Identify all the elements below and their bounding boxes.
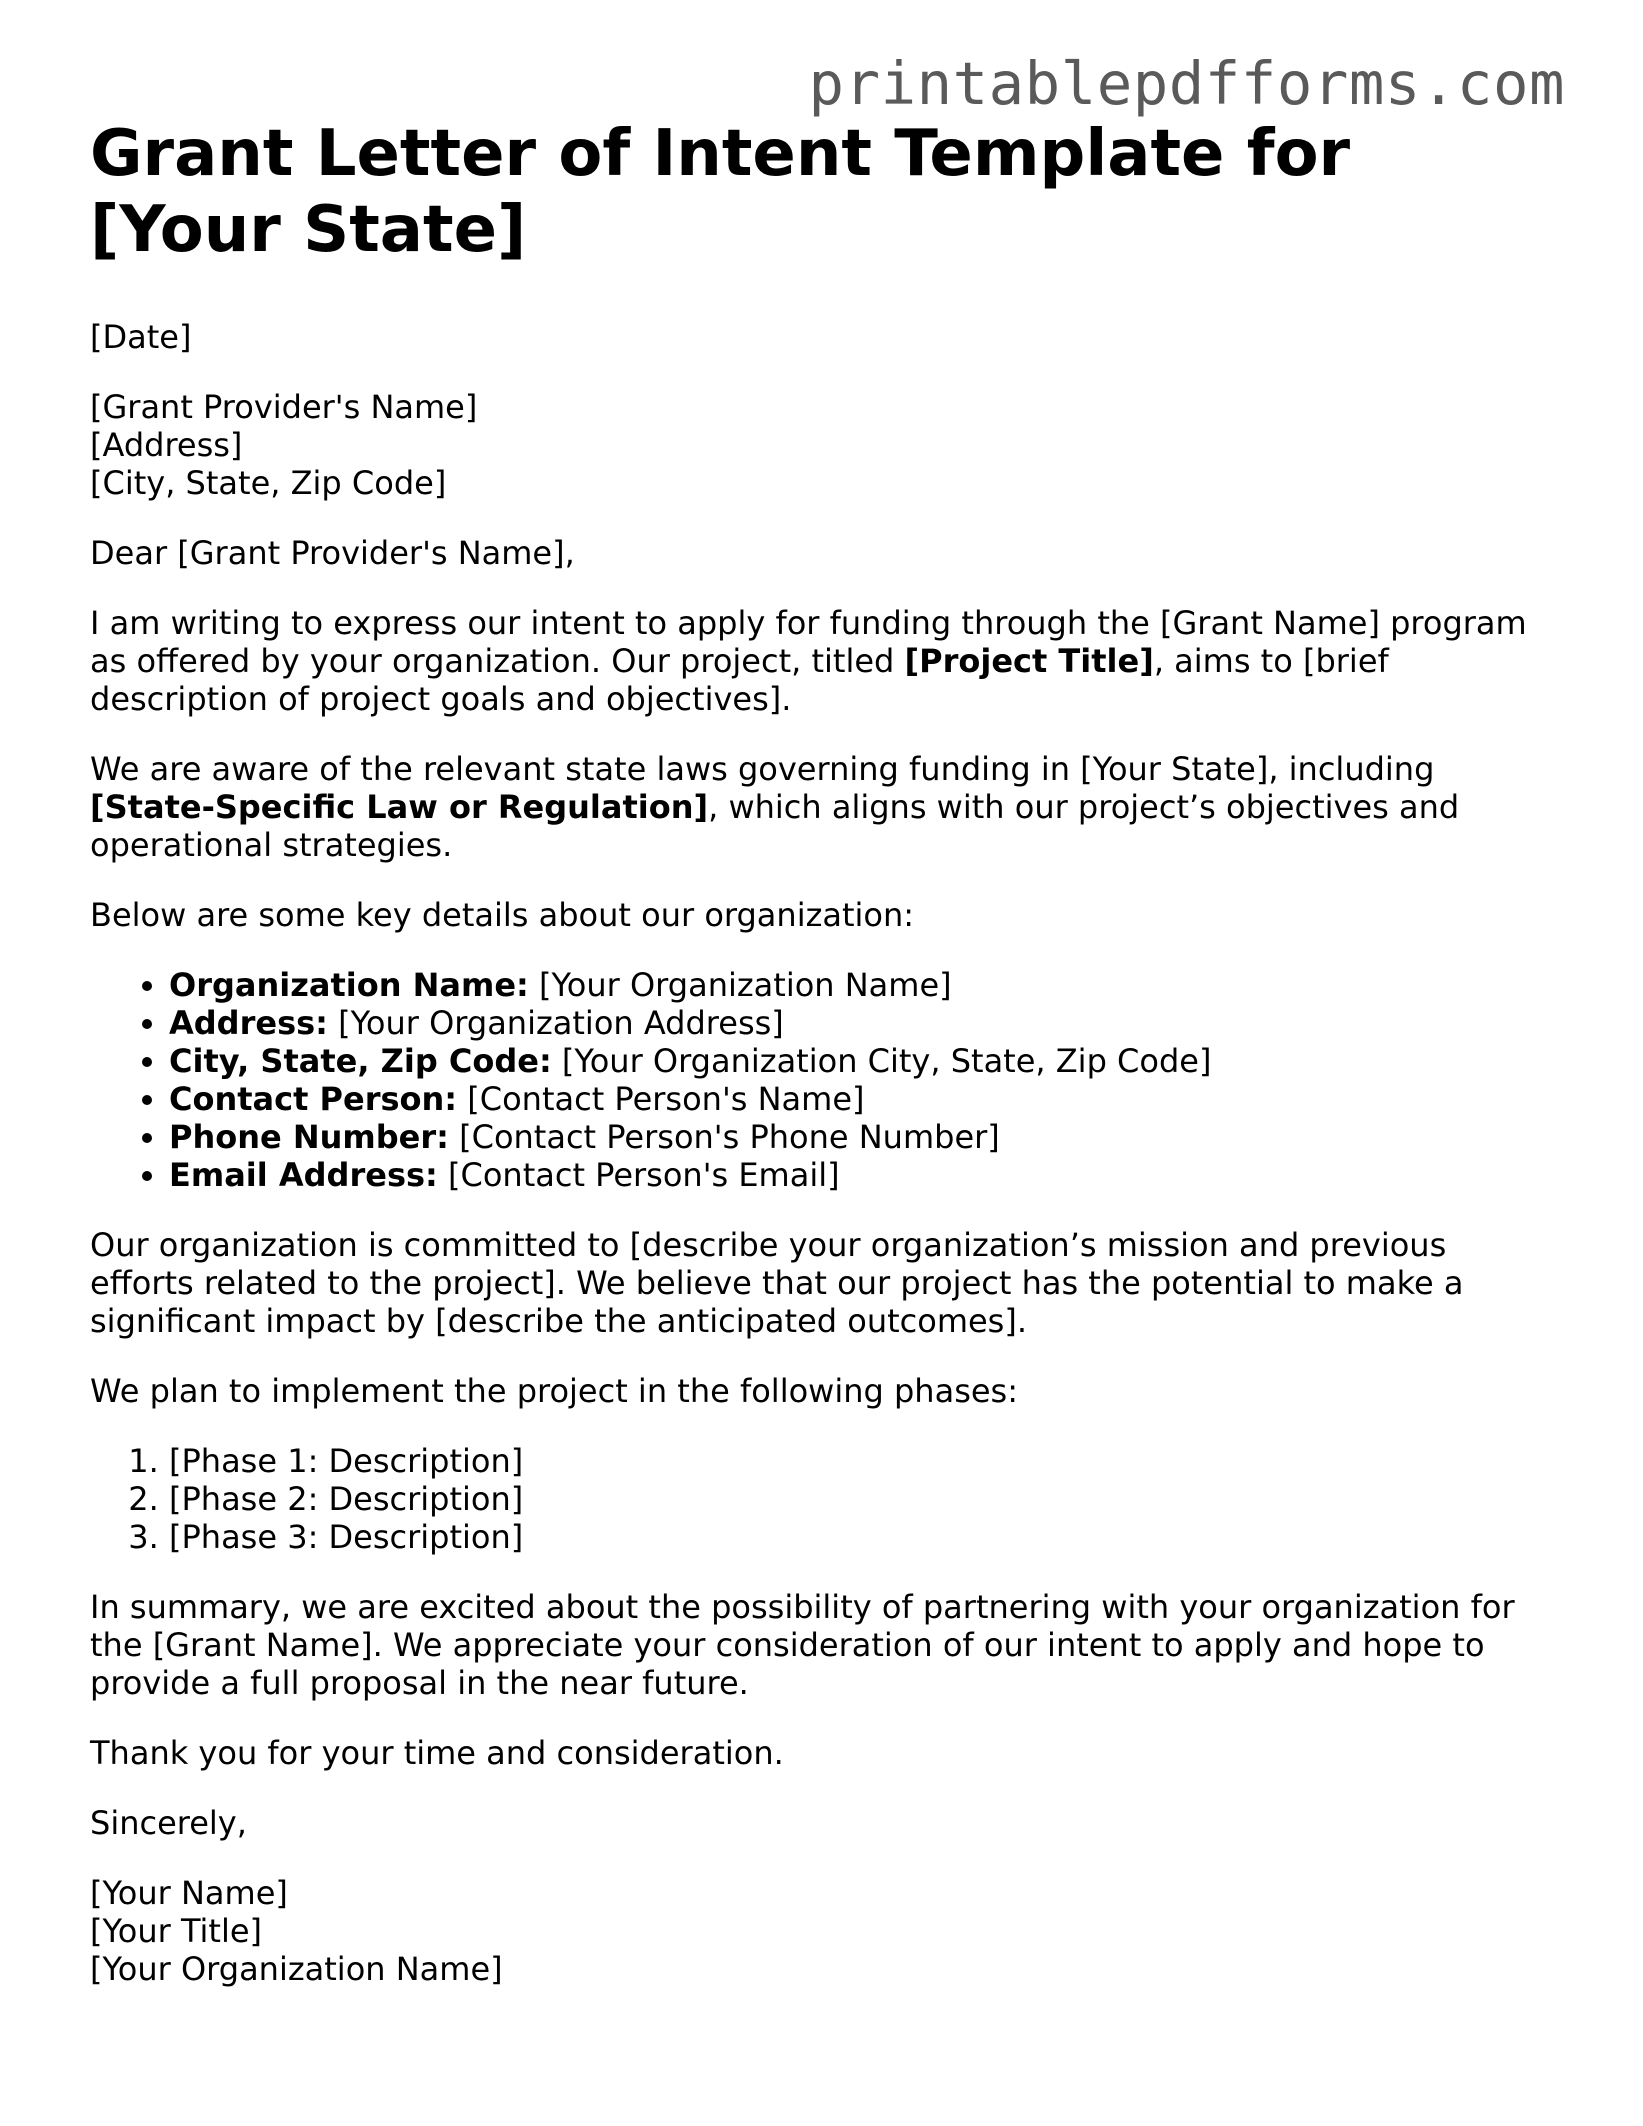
detail-label: Phone Number: (169, 1118, 449, 1156)
watermark-text: printablepdfforms.com (808, 49, 1565, 118)
detail-label: City, State, Zip Code: (169, 1042, 552, 1080)
detail-item (169, 1080, 1560, 1118)
document-title: Grant Letter of Intent Template for [Your State] (90, 117, 1351, 267)
laws-text-start: We are aware of the relevant state laws governing funding in [Your State], including (90, 750, 1435, 788)
phases-list (90, 1442, 1560, 1556)
summary-paragraph: In summary, we are excited about the possibility of partnering with your organization for the [Grant Name]. We appreciate your consideration of our intent to apply and hope to provide a full proposal in the near future. (90, 1588, 1515, 1702)
recipient-block (90, 388, 1560, 502)
phase-item: 1. [Phase 1: Description] (169, 1442, 1560, 1480)
signature-title: [Your Title] (90, 1912, 263, 1950)
closing-line: Sincerely, (90, 1804, 247, 1842)
detail-value: [Contact Person's Phone Number] (448, 1118, 1000, 1156)
detail-item (169, 1156, 1560, 1194)
phases-intro: We plan to implement the project in the following phases: (90, 1372, 1018, 1410)
letter-page (90, 116, 1560, 2020)
detail-value: [Your Organization Address] (327, 1004, 784, 1042)
thanks-line: Thank you for your time and consideration. (90, 1734, 784, 1772)
phase-item: 2. [Phase 2: Description] (169, 1480, 1560, 1518)
detail-item (169, 1004, 1560, 1042)
organization-details-list (90, 966, 1560, 1194)
detail-label: Email Address: (169, 1156, 438, 1194)
detail-value: [Contact Person's Name] (457, 1080, 865, 1118)
letter-body (90, 318, 1560, 1988)
intro-paragraph (90, 604, 1560, 718)
laws-text-end: , which aligns with our project’s objectives and operational strategies. (90, 788, 1460, 864)
detail-value: [Contact Person's Email] (437, 1156, 840, 1194)
salutation: Dear [Grant Provider's Name], (90, 534, 575, 572)
signature-organization: [Your Organization Name] (90, 1950, 503, 1988)
intro-text-end: , aims to [brief description of project goals and objectives]. (90, 642, 1389, 718)
detail-item (169, 966, 1560, 1004)
commitment-paragraph: Our organization is committed to [describe your organization’s mission and previous efforts related to the project]. We believe that our project has the potential to make a significant impact by [describe the anticipated outcomes]. (90, 1226, 1464, 1340)
detail-label: Address: (169, 1004, 328, 1042)
detail-value: [Your Organization City, State, Zip Code] (551, 1042, 1212, 1080)
laws-paragraph (90, 750, 1560, 864)
detail-label: Contact Person: (169, 1080, 458, 1118)
intro-text-start: I am writing to express our intent to apply for funding through the [Grant Name] program as offered by your organization. Our project, titled (90, 604, 1527, 680)
recipient-name: [Grant Provider's Name] (90, 388, 478, 426)
detail-label: Organization Name: (169, 966, 529, 1004)
details-intro: Below are some key details about our organization: (90, 896, 915, 934)
detail-item (169, 1042, 1560, 1080)
phase-item: 3. [Phase 3: Description] (169, 1518, 1560, 1556)
detail-item (169, 1118, 1560, 1156)
signature-name: [Your Name] (90, 1874, 288, 1912)
state-law-placeholder: [State-Specific Law or Regulation] (90, 788, 709, 826)
project-title-placeholder: [Project Title] (904, 642, 1154, 680)
signature-block (90, 1874, 1560, 1988)
recipient-city-state-zip: [City, State, Zip Code] (90, 464, 447, 502)
recipient-address: [Address] (90, 426, 243, 464)
detail-value: [Your Organization Name] (528, 966, 952, 1004)
date-line: [Date] (90, 318, 192, 356)
